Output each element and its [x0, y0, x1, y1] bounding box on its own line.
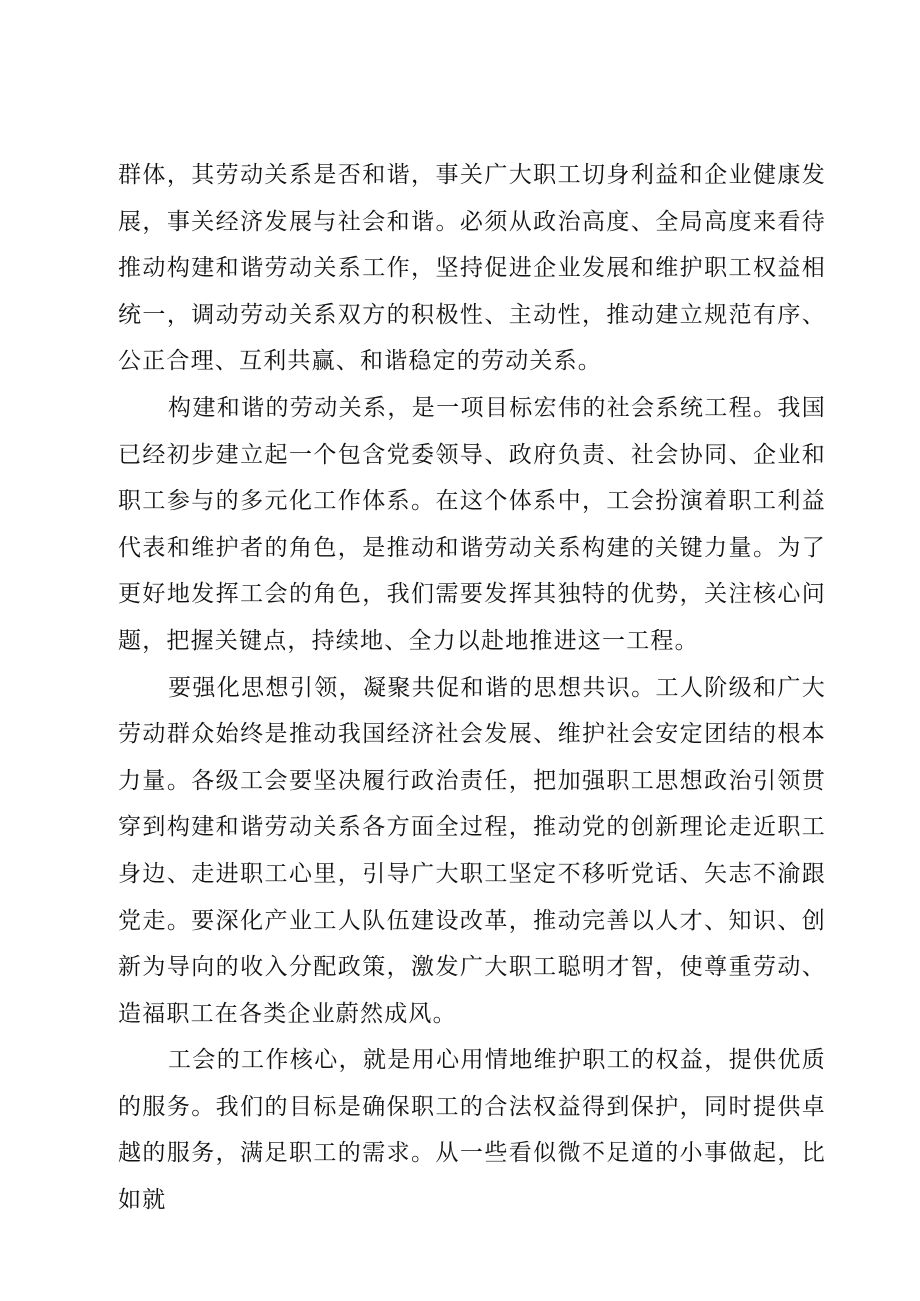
- document-body: [118, 152, 826, 1224]
- paragraph-4: 工会的工作核心，就是用心用情地维护职工的权益，提供优质的服务。我们的目标是确保职工的合法权益得到保护，同时提供卓越的服务，满足职工的需求。从一些看似微不足道的小事做起，比如就: [118, 1047, 826, 1214]
- paragraph-1: 群体，其劳动关系是否和谐，事关广大职工切身利益和企业健康发展，事关经济发展与社会和谐。必须从政治高度、全局高度来看待推动构建和谐劳动关系工作，坚持促进企业发展和维护职工权益相统一，调动劳动关系双方的积极性、主动性，推动建立规范有序、公正合理、互利共赢、和谐稳定的劳动关系。: [118, 162, 826, 375]
- paragraph-2: 构建和谐的劳动关系，是一项目标宏伟的社会系统工程。我国已经初步建立起一个包含党委领导、政府负责、社会协同、企业和职工参与的多元化工作体系。在这个体系中，工会扮演着职工利益代表和维护者的角色，是推动和谐劳动关系构建的关键力量。为了更好地发挥工会的角色，我们需要发挥其独特的优势，关注核心问题，把握关键点，持续地、全力以赴地推进这一工程。: [118, 394, 826, 654]
- paragraph-3: 要强化思想引领，凝聚共促和谐的思想共识。工人阶级和广大劳动群众始终是推动我国经济社会发展、维护社会安定团结的根本力量。各级工会要坚决履行政治责任，把加强职工思想政治引领贯穿到构建和谐劳动关系各方面全过程，推动党的创新理论走近职工身边、走进职工心里，引导广大职工坚定不移听党话、矢志不渝跟党走。要深化产业工人队伍建设改革，推动完善以人才、知识、创新为导向的收入分配政策，激发广大职工聪明才智，使尊重劳动、造福职工在各类企业蔚然成风。: [118, 674, 826, 1027]
